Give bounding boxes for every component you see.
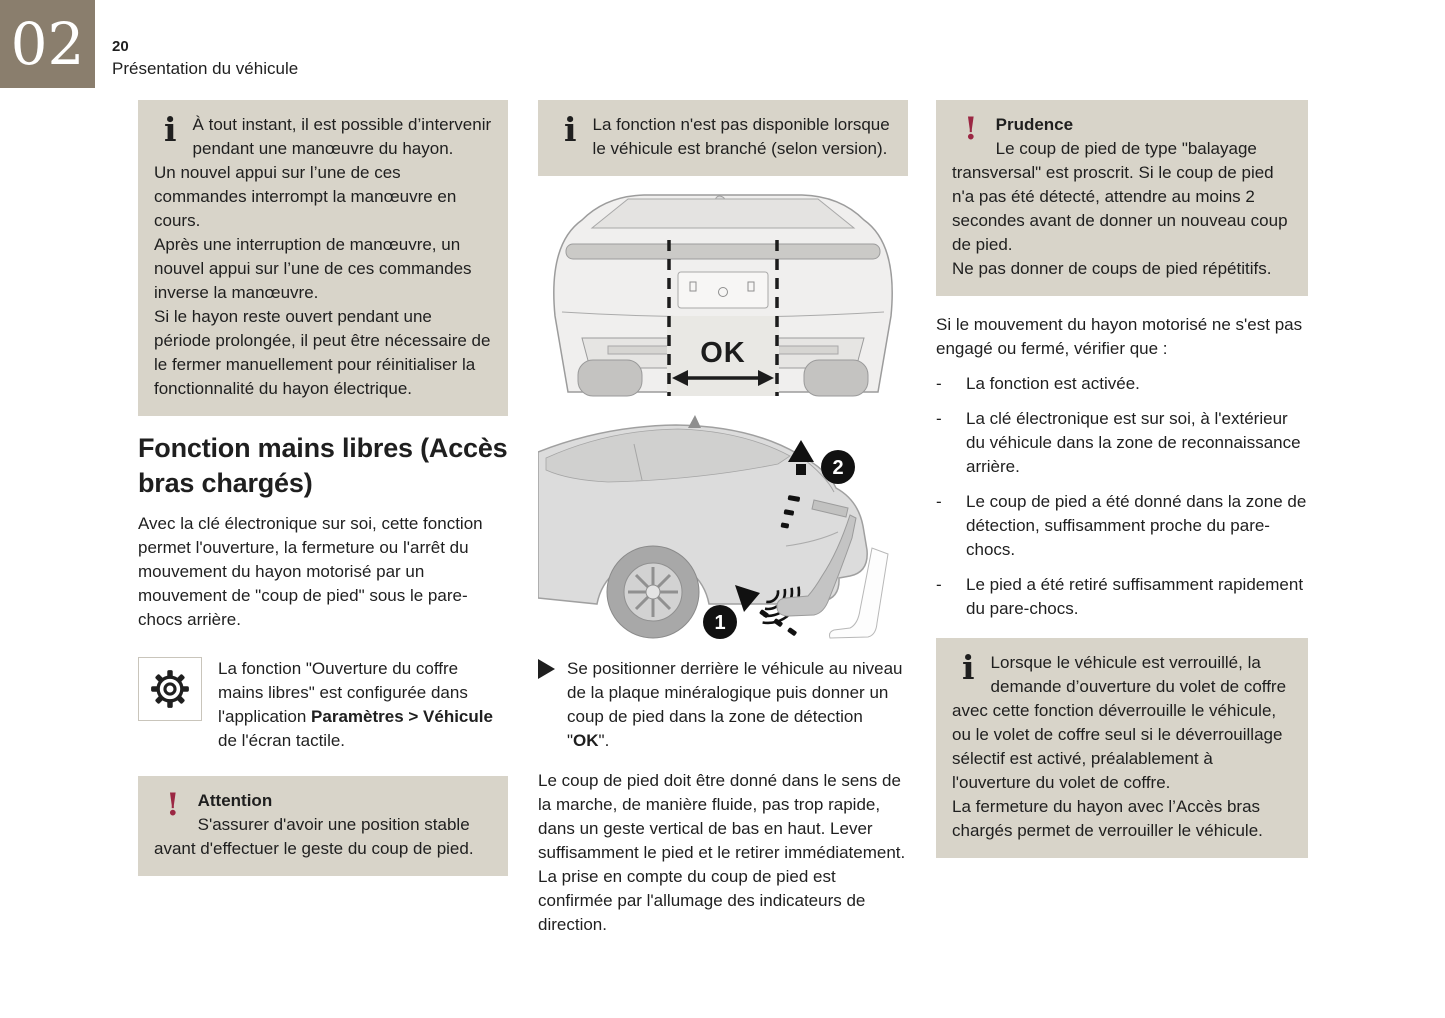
settings-note-path: Paramètres > Véhicule bbox=[311, 707, 493, 726]
prudence-title: Prudence bbox=[995, 115, 1074, 134]
settings-note-text bbox=[218, 657, 508, 753]
car-side-kick-illustration bbox=[538, 400, 908, 645]
info-icon: i bbox=[962, 648, 975, 687]
chapter-number: 02 bbox=[10, 10, 85, 78]
settings-note-pre: La fonction "Ouverture du coffre mains libres" est configurée dans l'application bbox=[218, 659, 468, 726]
instruction-pre: Se positionner derrière le véhicule au niveau de la plaque minéralogique puis donner un coup de pied dans la zone de détection " bbox=[567, 659, 903, 750]
page-header bbox=[112, 38, 298, 79]
dash-bullet: - bbox=[936, 492, 942, 511]
checklist-text: La fonction est activée. bbox=[966, 374, 1140, 393]
info-icon: i bbox=[164, 110, 177, 149]
marker-2-number: 2 bbox=[832, 457, 844, 479]
attention-title: Attention bbox=[197, 791, 273, 810]
dash-bullet: - bbox=[936, 374, 942, 393]
checklist-text: Le pied a été retiré suffisamment rapidement du pare-chocs. bbox=[966, 575, 1304, 618]
chapter-tab bbox=[0, 0, 95, 88]
tail-light-band bbox=[566, 244, 880, 259]
warning-icon: ! bbox=[166, 787, 180, 823]
prudence-box bbox=[936, 100, 1308, 296]
attention-text: S'assurer d'avoir une position stable avant d'effectuer le geste du coup de pied. bbox=[154, 815, 474, 858]
info-paragraph: Après une interruption de manœuvre, un nouvel appui sur l’une de ces commandes inverse la manœuvre. bbox=[154, 235, 472, 302]
checklist-item bbox=[936, 490, 1308, 562]
marker-1-number: 1 bbox=[714, 612, 726, 634]
column-right bbox=[936, 100, 1308, 858]
info-paragraph: La fermeture du hayon avec l’Accès bras chargés permet de verrouiller le véhicule. bbox=[952, 797, 1263, 840]
info-paragraph: La fonction n'est pas disponible lorsque le véhicule est branché (selon version). bbox=[592, 115, 890, 158]
fin-antenna bbox=[688, 415, 701, 428]
wheel-hub bbox=[646, 585, 660, 599]
checklist-item bbox=[936, 407, 1308, 479]
rear-wheel-right bbox=[804, 360, 868, 396]
troubleshooting-intro: Si le mouvement du hayon motorisé ne s'est pas engagé ou fermé, vérifier que : bbox=[936, 315, 1303, 358]
gear-icon-glyph bbox=[149, 668, 191, 710]
car-rear-illustration bbox=[538, 186, 908, 398]
page-number: 20 bbox=[112, 38, 129, 55]
prudence-paragraph: Le coup de pied de type "balayage transversal" est proscrit. Si le coup de pied n'a pas été détecté, attendre au moins 2 secondes avant de donner un nouveau coup de pied. bbox=[952, 139, 1288, 254]
kick-confirmation: La prise en compte du coup de pied est confirmée par l'allumage des indicateurs de direction. bbox=[538, 867, 866, 934]
gear-icon bbox=[138, 657, 202, 721]
section-title: Présentation du véhicule bbox=[112, 59, 299, 78]
vent bbox=[778, 346, 838, 354]
info-paragraph: À tout instant, il est possible d’intervenir pendant une manœuvre du hayon. bbox=[192, 115, 492, 158]
info-paragraph: Lorsque le véhicule est verrouillé, la demande d’ouverture du volet de coffre avec cette fonction déverrouille le véhicule, ou le volet de coffre seul si le déverrouillage sélectif est activé, préalablement à l'ouverture du volet de coffre. bbox=[952, 653, 1287, 792]
info-box-charging bbox=[538, 100, 908, 176]
attention-box bbox=[138, 776, 508, 876]
marker-1-badge bbox=[703, 605, 737, 639]
info-box-locking bbox=[936, 638, 1308, 858]
info-box-tailgate-manoeuvre bbox=[138, 100, 508, 416]
vent bbox=[608, 346, 668, 354]
settings-note bbox=[138, 657, 508, 753]
dash-bullet: - bbox=[936, 575, 942, 594]
checklist-text: La clé électronique est sur soi, à l'extérieur du véhicule dans la zone de reconnaissance arrière. bbox=[966, 409, 1301, 476]
instruction-ok: OK bbox=[573, 731, 599, 750]
warning-icon: ! bbox=[964, 111, 978, 147]
rear-window bbox=[592, 199, 854, 228]
marker-2-badge bbox=[821, 450, 855, 484]
column-middle bbox=[538, 100, 908, 937]
instruction-post: ". bbox=[598, 731, 610, 750]
checklist-item bbox=[936, 372, 1308, 396]
kick-guidelines: Le coup de pied doit être donné dans le sens de la marche, de manière fluide, pas trop rapide, dans un geste vertical de bas en haut. Lever suffisamment le pied et le retirer immédiatement. bbox=[538, 771, 906, 862]
troubleshooting-checklist bbox=[936, 372, 1308, 621]
column-left bbox=[138, 100, 508, 876]
section-heading-hands-free: Fonction mains libres (Accès bras chargés) bbox=[138, 433, 508, 498]
info-icon: i bbox=[564, 110, 577, 149]
prudence-paragraph: Ne pas donner de coups de pied répétitifs. bbox=[952, 259, 1272, 278]
ok-label: OK bbox=[700, 337, 746, 369]
checklist-item bbox=[936, 573, 1308, 621]
hands-free-intro: Avec la clé électronique sur soi, cette fonction permet l'ouverture, la fermeture ou l'arrêt du mouvement du hayon motorisé par un mouvement de "coup de pied" sous le pare-chocs arrière. bbox=[138, 514, 483, 629]
dash-bullet: - bbox=[936, 409, 942, 428]
settings-note-post: de l'écran tactile. bbox=[218, 731, 346, 750]
info-paragraph: Un nouvel appui sur l’une de ces commandes interrompt la manœuvre en cours. bbox=[154, 163, 457, 230]
checklist-text: Le coup de pied a été donné dans la zone de détection, suffisamment proche du pare-chocs. bbox=[966, 492, 1307, 559]
instruction-text bbox=[567, 657, 908, 753]
bullet-arrow-icon bbox=[538, 659, 555, 679]
info-paragraph: Si le hayon reste ouvert pendant une période prolongée, il peut être nécessaire de le fermer manuellement pour réinitialiser la fonctionnalité du hayon électrique. bbox=[154, 307, 491, 398]
instruction-bullet bbox=[538, 657, 908, 753]
rear-wheel-left bbox=[578, 360, 642, 396]
